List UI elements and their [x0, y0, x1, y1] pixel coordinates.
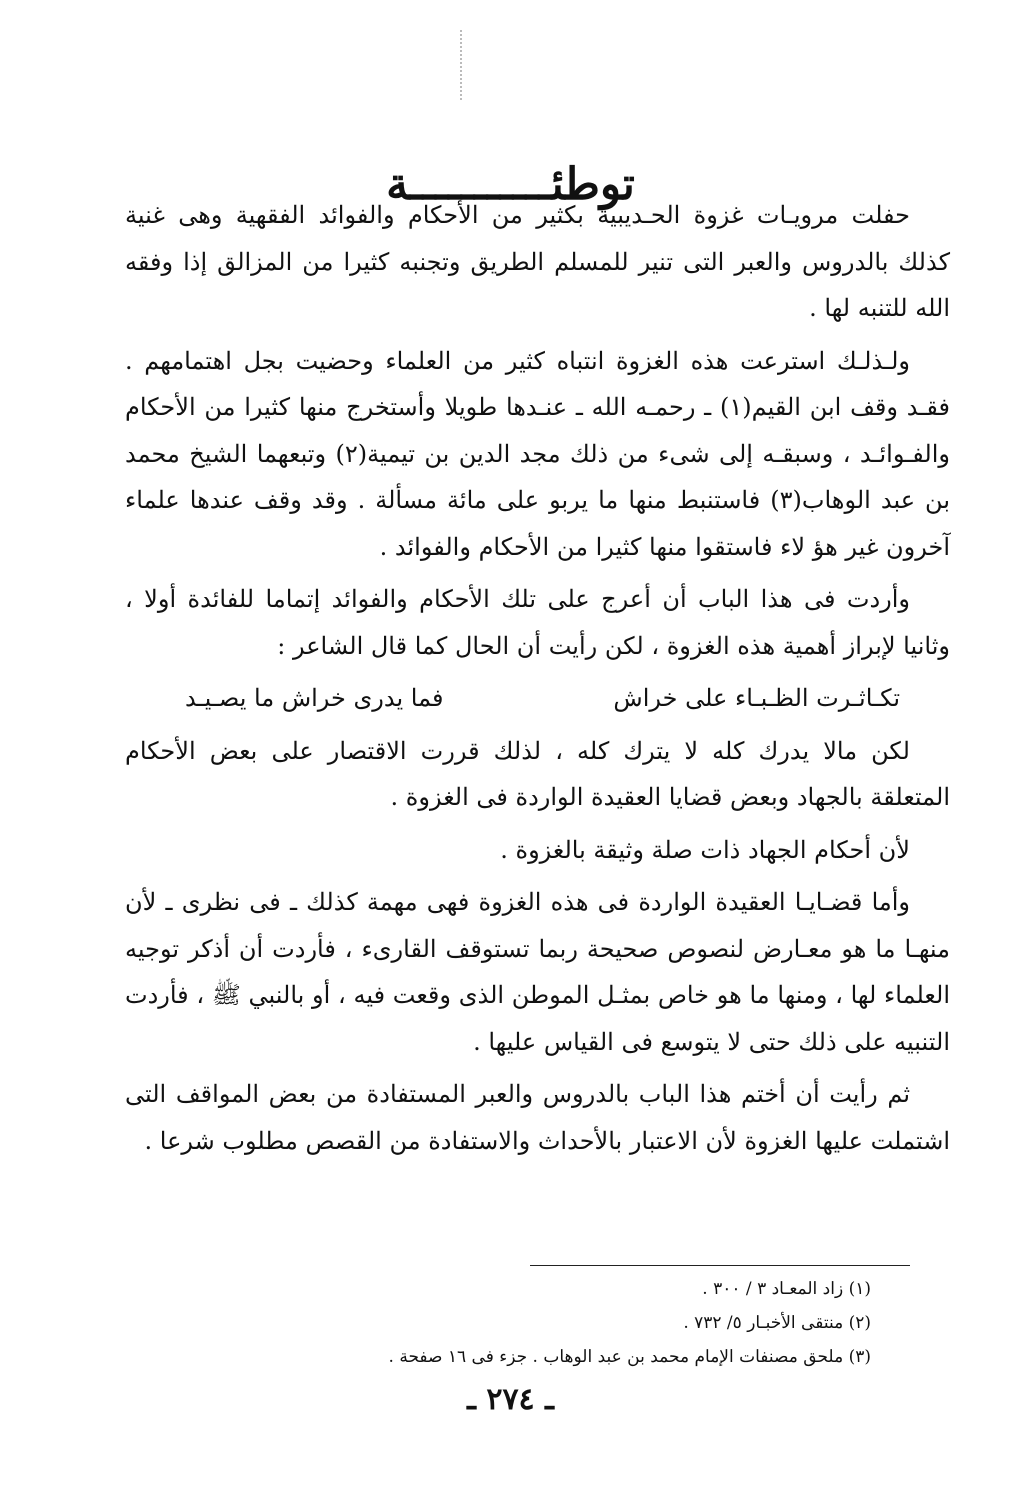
page-number: ـ ٢٧٤ ـ — [467, 1382, 554, 1417]
paragraph: ولـذلـك استرعت هذه الغزوة انتباه كثير من العلماء وحضيت بجل اهتمامهم . فقـد وقف ابن القيم(١) ـ رحمـه الله ـ عنـدها طويلا وأستخرج منها كثيرا من الأحكام والفـوائـد ، وسبقـه إلى شىء من ذلك مجد الدين بن تيمية(٢) وتبعهما الشيخ محمد بن عبد الوهاب(٣) فاستنبط منها ما يربو على مائة مسألة . وقد وقف عندها علماء آخرون غير هؤ لاء فاستقوا منها كثيرا من الأحكام والفوائد . — [125, 346, 950, 561]
paragraph: لأن أحكام الجهاد ذات صلة وثيقة بالغزوة . — [500, 835, 910, 864]
paragraph: ثم رأيت أن أختم هذا الباب بالدروس والعبر المستفادة من بعض المواقف التى اشتملت عليها الغزوة لأن الاعتبار بالأحداث والاستفادة من القصص مطلوب شرعا . — [125, 1080, 950, 1155]
poetry-verse — [125, 675, 950, 722]
footnotes — [171, 1272, 871, 1374]
footnote-separator — [530, 1265, 910, 1266]
footnote: (١) زاد المعـاد ٣ / ٣٠٠ . — [702, 1279, 871, 1299]
paragraph: وأما قضـايـا العقيدة الواردة فى هذه الغزوة فهى مهمة كذلك ـ فى نظرى ـ لأن منهـا ما هو معـارض لنصوص صحيحة ربما تستوقف القارىء ، فأردت أن أذكر توجيه العلماء لها ، ومنها ما هو خاص بمثـل الموطن الذى وقعت فيه ، أو بالنبي ﷺ ، فأردت التنبيه على ذلك حتى لا يتوسع فى القياس عليها . — [125, 888, 950, 1056]
page-title: توطئـــــــــــة — [386, 159, 635, 211]
footnote: (٢) منتقى الأخبـار ٥/ ٧٣٢ . — [683, 1313, 871, 1333]
verse-first-hemistich: تكـاثـرت الظـبـاء على خراش — [613, 684, 900, 712]
paragraph: وأردت فى هذا الباب أن أعرج على تلك الأحكام والفوائد إتماما للفائدة أولا ، وثانيا لإبراز أهمية هذه الغزوة ، لكن رأيت أن الحال كما قال الشاعر : — [125, 585, 950, 660]
paragraph: لكن مالا يدرك كله لا يترك كله ، لذلك قررت الاقتصار على بعض الأحكام المتعلقة بالجهاد وبعض قضايا العقيدة الواردة فى الغزوة . — [125, 736, 950, 811]
scan-artifact-dots — [460, 30, 466, 100]
paragraph: حفلت مرويـات غزوة الحـديبية بكثير من الأحكام والفوائد الفقهية وهى غنية كذلك بالدروس والعبر التى تنير للمسلم الطريق وتجنبه كثيرا من المزالق إذا وفقه الله للتنبه لها . — [125, 201, 950, 322]
footnote: (٣) ملحق مصنفات الإمام محمد بن عبد الوهاب . جزء فى ١٦ صفحة . — [388, 1347, 871, 1367]
verse-second-hemistich: فما يدرى خراش ما يصـيـد — [185, 684, 444, 712]
main-text — [125, 192, 950, 1170]
